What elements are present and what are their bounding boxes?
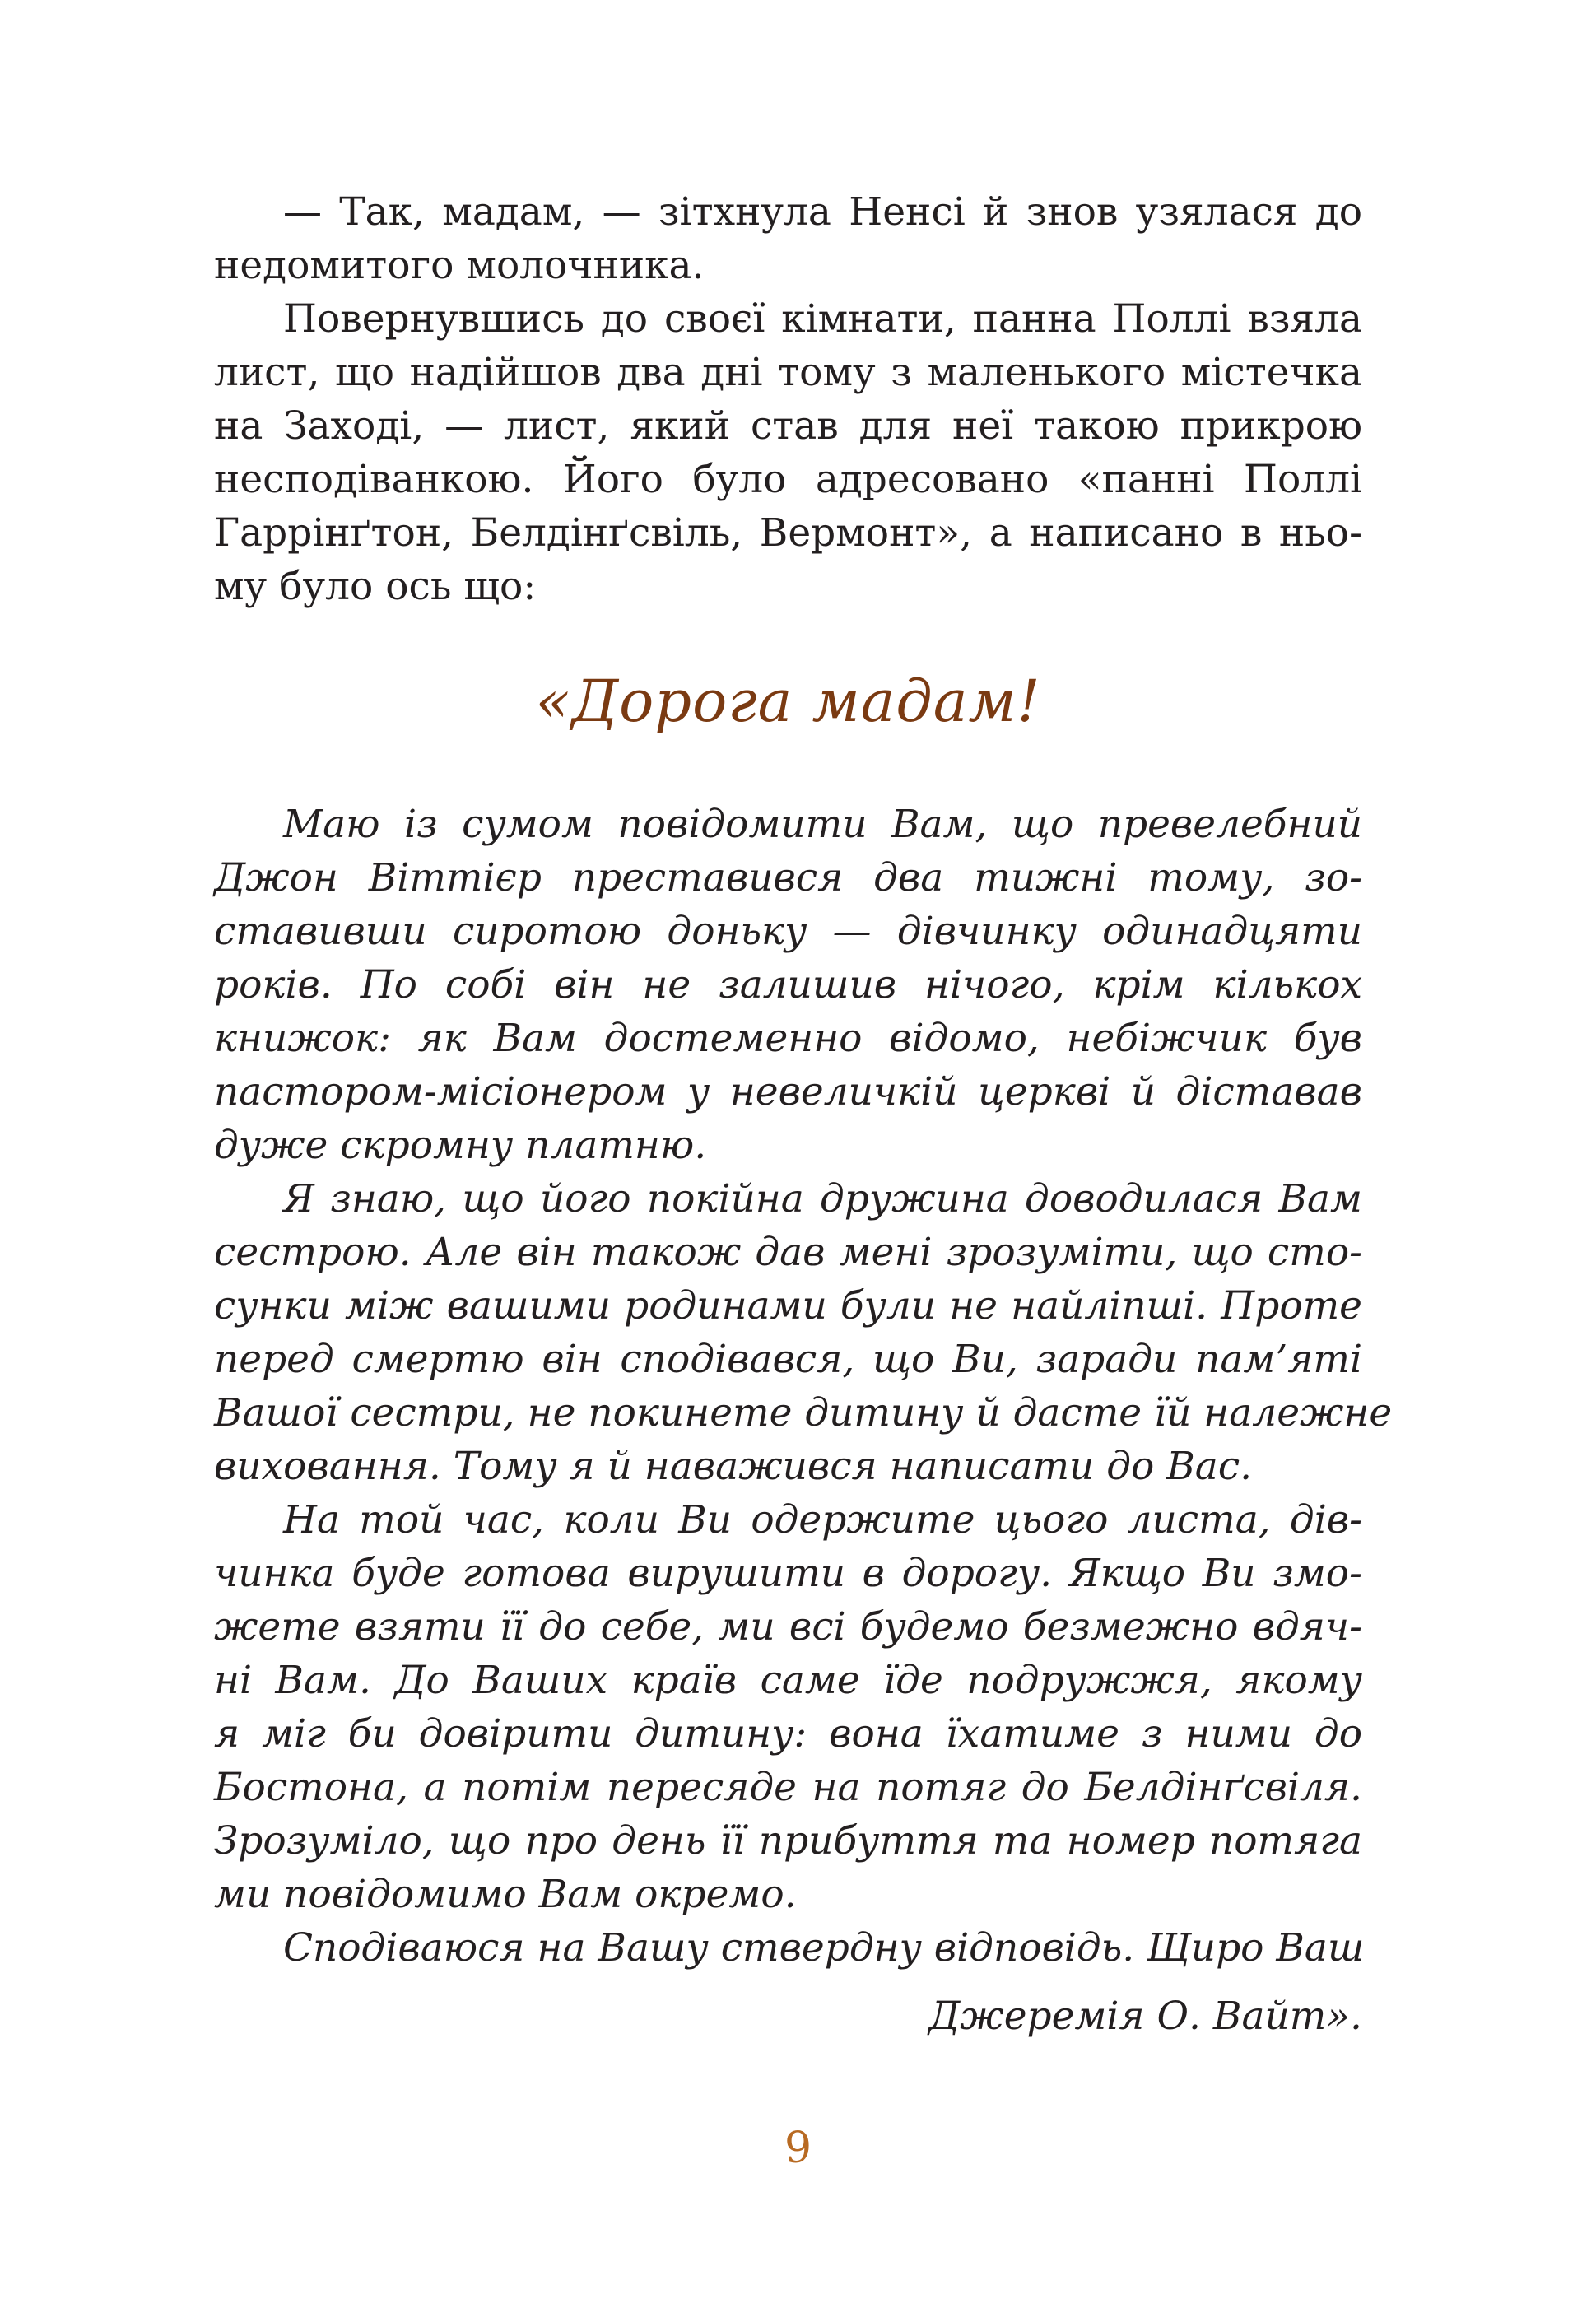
narrative-line: — Так, мадам, — зітхнула Ненсі й знов узялася до — [283, 189, 1362, 235]
letter-line: Вашої сестри, не покинете дитину й дасте їй належне — [214, 1390, 1393, 1436]
letter-line: книжок: як Вам достеменно відомо, небіжчик був — [214, 1016, 1362, 1061]
letter-line: років. По собі він не залишив нічого, крім кількох — [214, 962, 1362, 1007]
letter-line: виховання. Тому я й наважився написати до Вас. — [214, 1444, 1253, 1489]
letter-line: чинка буде готова вирушити в дорогу. Якщо Ви змо- — [214, 1551, 1362, 1596]
letter-line: Я знаю, що його покійна дружина доводилася Вам — [283, 1176, 1362, 1221]
narrative-line: Повернувшись до своєї кімнати, панна Поллі взяла — [283, 296, 1362, 342]
letter-line: Джон Віттієр преставився два тижні тому, зо- — [214, 855, 1362, 900]
book-page — [214, 185, 1393, 2043]
letter-line: дуже скромну платню. — [214, 1123, 707, 1168]
letter-line: ми повідомимо Вам окремо. — [214, 1872, 797, 1917]
page-number: 9 — [784, 2124, 812, 2173]
letter-line: ні Вам. До Ваших країв саме їде подружжя, якому — [214, 1658, 1362, 1703]
narrative-line: на Заході, — лист, який став для неї такою прикрою — [214, 403, 1362, 449]
letter-line: пастором-місіонером у невеличкій церкві й діставав — [214, 1069, 1362, 1114]
letter-signature: Джеремія О. Вайт». — [928, 1994, 1362, 2039]
letter-line: жете взяти її до себе, ми всі будемо безмежно вдяч- — [214, 1604, 1362, 1650]
letter-line: Маю із сумом повідомити Вам, що превелебний — [283, 802, 1362, 847]
narrative-line: му було ось що: — [214, 564, 537, 609]
letter-line: сунки між вашими родинами були не найліпші. Проте — [214, 1283, 1362, 1329]
letter-salutation: «Дорога мадам! — [535, 668, 1041, 735]
narrative-text — [214, 185, 1362, 613]
letter-line: Зрозуміло, що про день її прибуття та номер потяга — [214, 1818, 1362, 1864]
letter-line: На той час, коли Ви одержите цього листа, дів- — [283, 1497, 1362, 1543]
letter-line: ставивши сиротою доньку — дівчинку одинадцяти — [214, 909, 1362, 954]
letter-line: сестрою. Але він також дав мені зрозуміти, що сто- — [214, 1230, 1362, 1275]
narrative-line: несподіванкою. Його було адресовано «панні Поллі — [214, 457, 1362, 502]
letter-body — [214, 798, 1393, 1975]
narrative-line: недомитого молочника. — [214, 243, 705, 288]
letter-line: Бостона, а потім пересяде на потяг до Белдінґсвіля. — [214, 1765, 1362, 1810]
narrative-line: лист, що надійшов два дні тому з маленького містечка — [214, 350, 1362, 395]
letter-line: я міг би довірити дитину: вона їхатиме з ними до — [214, 1711, 1362, 1757]
narrative-line: Гаррінґтон, Белдінґсвіль, Вермонт», а написано в ньо- — [214, 510, 1362, 556]
letter-line: Сподіваюся на Вашу ствердну відповідь. Щиро Ваш — [283, 1925, 1365, 1971]
letter-line: перед смертю він сподівався, що Ви, заради пам’яті — [214, 1337, 1362, 1382]
